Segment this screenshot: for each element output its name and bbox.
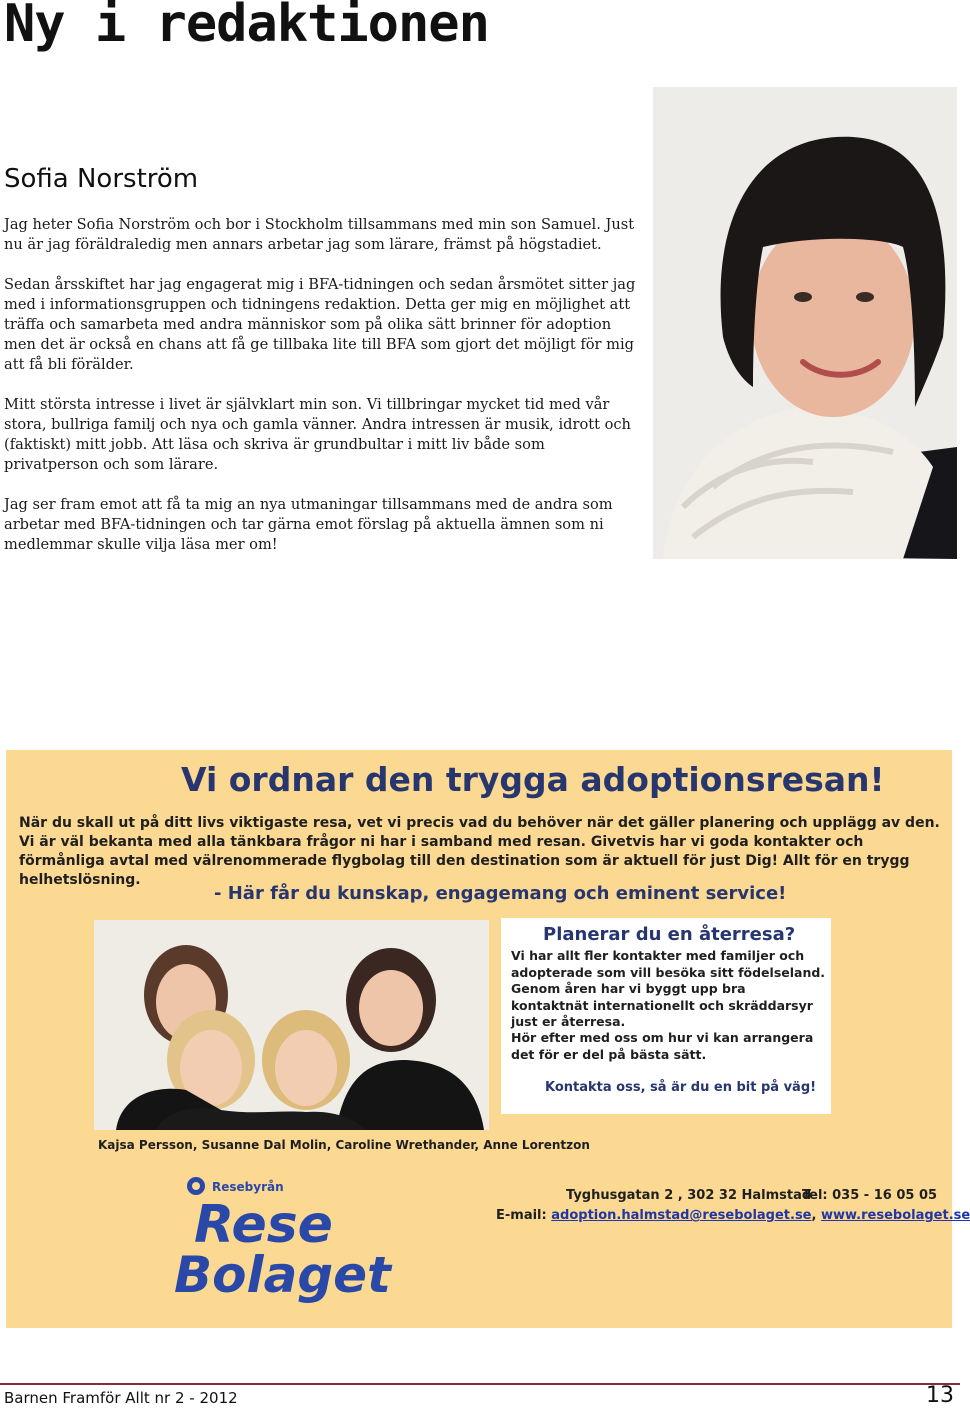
return-trip-text: Hör efter med oss om hur vi kan arrangera det för er del på bästa sätt.: [511, 1030, 814, 1062]
return-trip-text: Vi har allt fler kontakter med familjer och adopterade som vill besöka sitt födelseland. Genom åren har vi byggt upp bra kontaktnät internationellt och skräddarsyr just er återresa.: [511, 948, 826, 1029]
email-link[interactable]: adoption.halmstad@resebolaget.se: [551, 1208, 812, 1223]
footer-rule: [0, 1383, 960, 1385]
logo-line-2: Bolaget: [174, 1246, 391, 1304]
return-trip-title: Planerar du en återresa?: [543, 924, 796, 945]
publication-footer: Barnen Framför Allt nr 2 - 2012: [4, 1389, 238, 1407]
portrait-photo: [653, 87, 957, 559]
person-name: Sofia Norström: [4, 164, 199, 194]
article-paragraph: Sedan årsskiftet har jag engagerat mig i BFA-tidningen och sedan årsmötet sitter jag med i informationsgruppen och tidningens redaktion. Detta ger mig en möjlighet att träffa och samarbeta med andra människor som på olika sätt brinner för adoption men det är också en chans att få ge tillbaka lite till BFA som gjort det möjligt för mig att få bli förälder.: [4, 276, 636, 373]
website-link[interactable]: www.resebolaget.se: [820, 1208, 970, 1223]
resebolaget-logo: [166, 1164, 396, 1304]
article-paragraph: Jag heter Sofia Norström och bor i Stockholm tillsammans med min son Samuel. Just nu är jag föräldraledig men annars arbetar jag som lärare, främst på högstadiet.: [4, 216, 635, 253]
ad-intro-text: När du skall ut på ditt livs viktigaste resa, vet vi precis vad du behöver när det gäller planering och upplägg av den. Vi är väl bekanta med alla tänkbara frågor ni har i samband med resan. Givetvis har vi goda kontakter och förmånliga avtal med välrenommerade flygbolag till den destination som är aktuell för just Dig! Allt för en trygg helhetslösning.: [19, 815, 940, 888]
ad-slogan: - Här får du kunskap, engagemang och eminent service!: [214, 883, 787, 904]
contact-call-to-action: Kontakta oss, så är du en bit på väg!: [545, 1080, 817, 1095]
contact-links: [496, 1208, 970, 1223]
article-paragraph: Jag ser fram emot att få ta mig an nya utmaningar tillsammans med de andra som arbetar med BFA-tidningen och tar gärna emot förslag på aktuella ämnen som ni medlemmar skulle vilja läsa mer om!: [4, 496, 613, 553]
email-label: E-mail:: [496, 1208, 547, 1223]
link-separator: ,: [811, 1208, 817, 1223]
phone-number: Tel: 035 - 16 05 05: [802, 1188, 938, 1203]
article-paragraph: Mitt största intresse i livet är självklart min son. Vi tillbringar mycket tid med vår stora, bullriga familj och nya och gamla vänner. Andra intressen är musik, idrott och (faktiskt) mitt jobb. Att läsa och skriva är grundbultar i mitt liv både som privatperson och som lärare.: [4, 396, 631, 473]
logo-line-1: Rese: [194, 1195, 333, 1255]
page-number: 13: [926, 1383, 954, 1408]
portrait-illustration: [653, 87, 957, 559]
staff-caption: Kajsa Persson, Susanne Dal Molin, Caroline Wrethander, Anne Lorentzon: [98, 1138, 590, 1152]
logo-small-text: Resebyrån: [212, 1180, 284, 1194]
return-trip-box: [501, 918, 831, 1114]
page-title: Ny i redaktionen: [4, 0, 489, 54]
advertisement: [6, 750, 970, 1328]
ad-headline: Vi ordnar den trygga adoptionsresan!: [181, 760, 885, 799]
article-body: [4, 215, 640, 575]
address: Tyghusgatan 2 , 302 32 Halmstad: [566, 1188, 812, 1203]
